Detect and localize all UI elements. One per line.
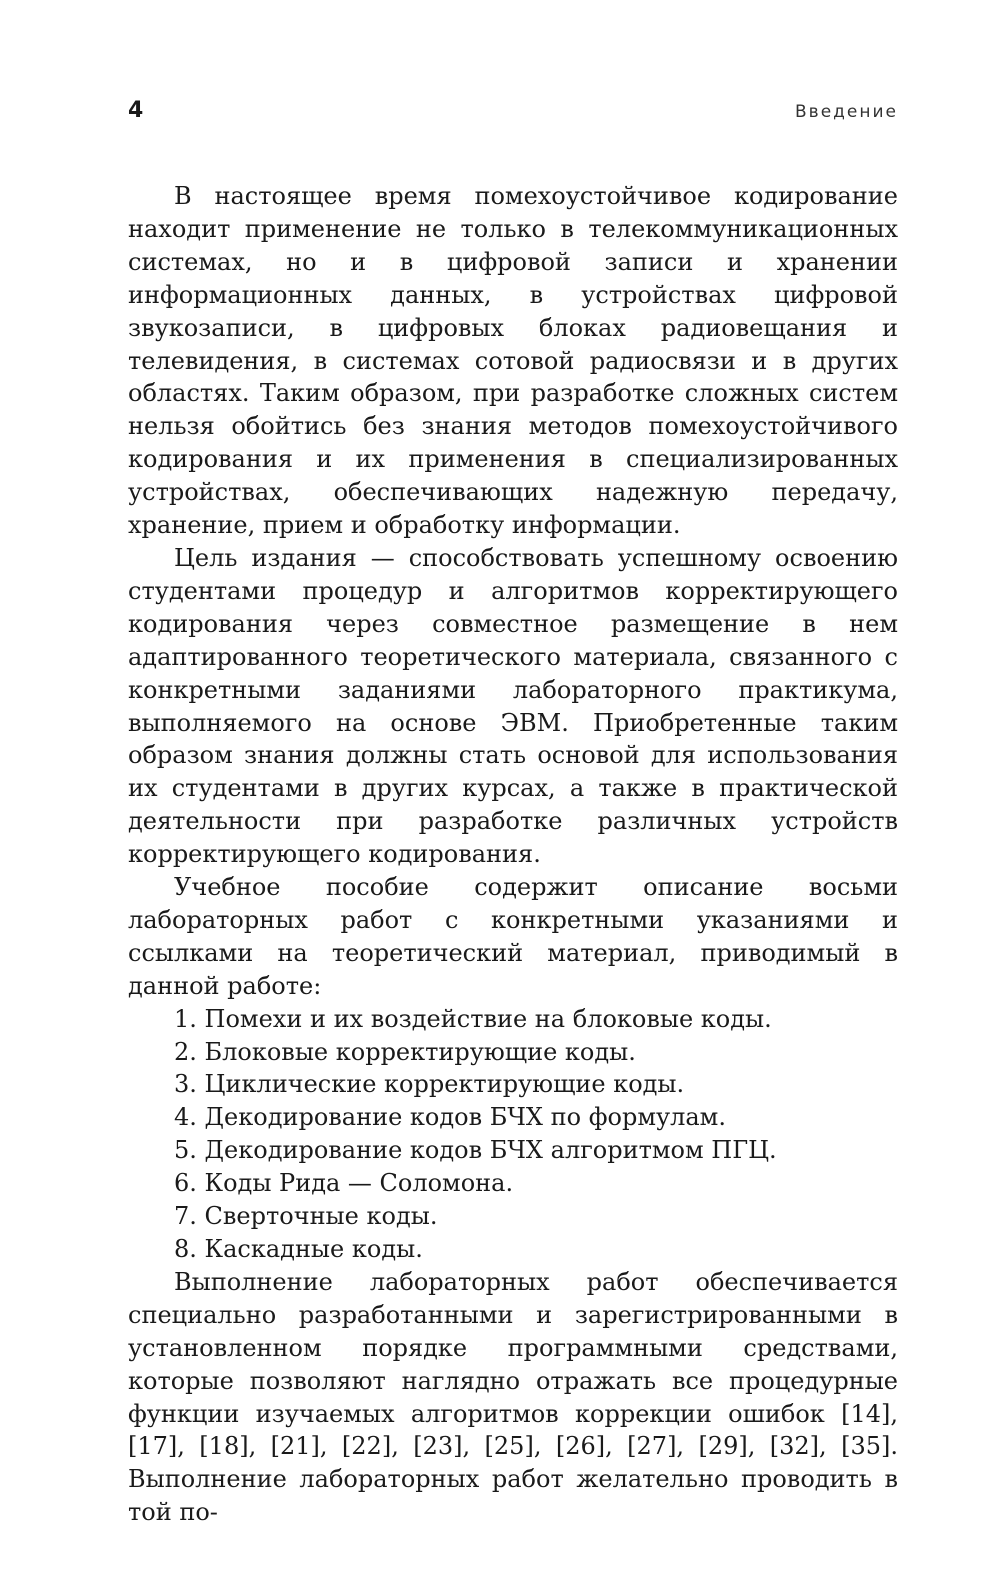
paragraph-contents: Учебное пособие содержит описание восьми лабораторных работ с конкретными указаниями и ссылками на теоретический материал, приводимый в данной работе: xyxy=(128,873,898,1000)
paragraph-goal: Цель издания — способствовать успешному освоению студентами процедур и алгоритмов корректирующего кодирования через совместное размещение в нем адаптированного теоретического материала, связанного с конкретными заданиями лабораторного практикума, выполняемого на основе ЭВМ. Приобретенные таким образом знания должны стать основой для использования их студентами в других курсах, а также в практической деятельности при разработке различных устройств корректирующего кодирования. xyxy=(128,543,898,869)
list-item: 6. Коды Рида — Соломона. xyxy=(174,1169,514,1198)
paragraph-software: Выполнение лабораторных работ обеспечивается специально разработанными и зарегистрированными в установленном порядке программными средствами, которые позволяют наглядно отражать все процедурные функции изучаемых алгоритмов коррекции ошибок [14], [17], [18], [21], [22], [23], [25], [26], [27], [29], [32], [35]. Выполнение лабораторных работ желательно проводить в той по- xyxy=(128,1267,898,1527)
running-title: Введение xyxy=(795,102,898,122)
page-body xyxy=(128,180,898,1529)
page-number: 4 xyxy=(128,98,144,123)
list-item: 4. Декодирование кодов БЧХ по формулам. xyxy=(174,1103,726,1132)
list-item: 2. Блоковые корректирующие коды. xyxy=(174,1037,636,1066)
list-item: 8. Каскадные коды. xyxy=(174,1235,423,1263)
lab-works-list xyxy=(128,1003,898,1266)
list-item: 7. Сверточные коды. xyxy=(174,1202,438,1231)
list-item: 3. Циклические корректирующие коды. xyxy=(174,1070,685,1099)
list-item: 1. Помехи и их воздействие на блоковые коды. xyxy=(174,1004,772,1033)
paragraph-intro: В настоящее время помехоустойчивое кодирование находит применение не только в телекоммуникационных системах, но и в цифровой записи и хранении информационных данных, в устройствах цифровой звукозаписи, в цифровых блоках радиовещания и телевидения, в системах сотовой радиосвязи и в других областях. Таким образом, при разработке сложных систем нельзя обойтись без знания методов помехоустойчивого кодирования и их применения в специализированных устройствах, обеспечивающих надежную передачу, хранение, прием и обработку информации. xyxy=(128,182,898,540)
list-item: 5. Декодирование кодов БЧХ алгоритмом ПГЦ. xyxy=(174,1136,777,1165)
page-header xyxy=(128,98,898,132)
